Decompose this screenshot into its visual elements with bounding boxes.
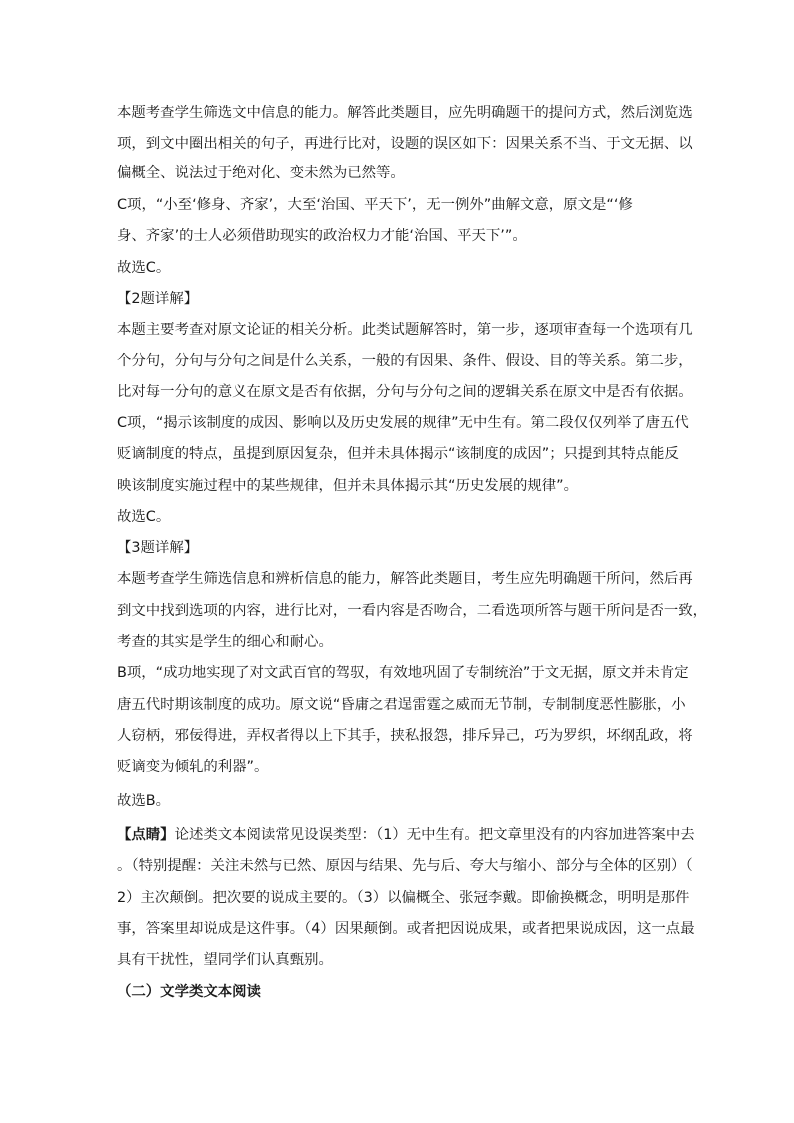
answer-line: 故选C。: [117, 260, 171, 276]
paragraph-line: 贬谪变为倾轧的利器”。: [117, 759, 269, 775]
paragraph-line: 事，答案里却说成是这件事。（4）因果颠倒。或者把因说成果，或者把果说成因，这一点最: [117, 921, 695, 937]
section-title: （二）文学类文本阅读: [117, 984, 261, 1000]
paragraph-line: 个分句，分句与分句之间是什么关系，一般的有因果、条件、假设、目的等关系。第二步，: [117, 353, 693, 369]
tip-heading: 【点睛】: [117, 827, 175, 843]
answer-line: 故选B。: [117, 793, 171, 809]
paragraph-line: 考查的其实是学生的细心和耐心。: [117, 634, 333, 650]
paragraph-line: 唐五代时期该制度的成功。原文说“昏庸之君逞雷霆之威而无节制，专制制度恶性膨胀，小: [117, 697, 686, 713]
paragraph-line: 身、齐家’的士人必须借助现实的政治权力才能‘治国、平天下’”。: [117, 228, 527, 244]
tip-first-line: [117, 825, 717, 845]
paragraph-line: 映该制度实施过程中的某些规律，但并未具体揭示其“历史发展的规律”。: [117, 478, 579, 494]
paragraph-line: C项，“小至‘修身、齐家’，大至‘治国、平天下’，无一例外”曲解文意，原文是“‘修: [117, 197, 633, 213]
tip-text: 论述类文本阅读常见设误类型：（1）无中生有。把文章里没有的内容加进答案中去: [174, 827, 695, 843]
paragraph-line: B项，“成功地实现了对文武百官的驾驭，有效地巩固了专制统治”于文无据，原文并未肯定: [117, 665, 689, 681]
paragraph-line: 贬谪制度的特点，虽提到原因复杂，但并未具体揭示“该制度的成因”；只提到其特点能反: [117, 446, 679, 462]
paragraph-line: 人窃柄，邪佞得进，弄权者得以上下其手，挟私报怨，排斥异己，巧为罗织，坏纲乱政，将: [117, 728, 693, 744]
paragraph-line: 。（特别提醒：关注未然与已然、原因与结果、先与后、夸大与缩小、部分与全体的区别）（: [117, 858, 693, 874]
section-heading: 【3题详解】: [117, 540, 199, 556]
paragraph-line: 具有干扰性，望同学们认真甄别。: [117, 952, 333, 968]
paragraph-line: 偏概全、说法过于绝对化、变未然为已然等。: [117, 165, 405, 181]
paragraph-line: 到文中找到选项的内容，进行比对，一看内容是否吻合，二看选项所答与题干所问是否一致，: [117, 603, 708, 619]
paragraph-line: 本题考查学生筛选文中信息的能力。解答此类题目，应先明确题干的提问方式，然后浏览选: [117, 105, 693, 121]
paragraph-line: C项，“揭示该制度的成因、影响以及历史发展的规律”无中生有。第二段仅仅列举了唐五代: [117, 415, 689, 431]
paragraph-line: 本题主要考查对原文论证的相关分析。此类试题解答时，第一步，逐项审查每一个选项有几: [117, 322, 693, 338]
paragraph-line: 项，到文中圈出相关的句子，再进行比对，设题的误区如下：因果关系不当、于文无据、以: [117, 136, 693, 152]
section-heading: 【2题详解】: [117, 291, 199, 307]
paragraph-line: 2）主次颠倒。把次要的说成主要的。（3）以偏概全、张冠李戴。即偷换概念，明明是那件: [117, 890, 690, 906]
paragraph-line: 比对每一分句的意义在原文是否有依据，分句与分句之间的逻辑关系在原文中是否有依据。: [117, 384, 693, 400]
paragraph-line: 本题考查学生筛选信息和辨析信息的能力，解答此类题目，考生应先明确题干所问，然后再: [117, 571, 693, 587]
answer-line: 故选C。: [117, 509, 171, 525]
